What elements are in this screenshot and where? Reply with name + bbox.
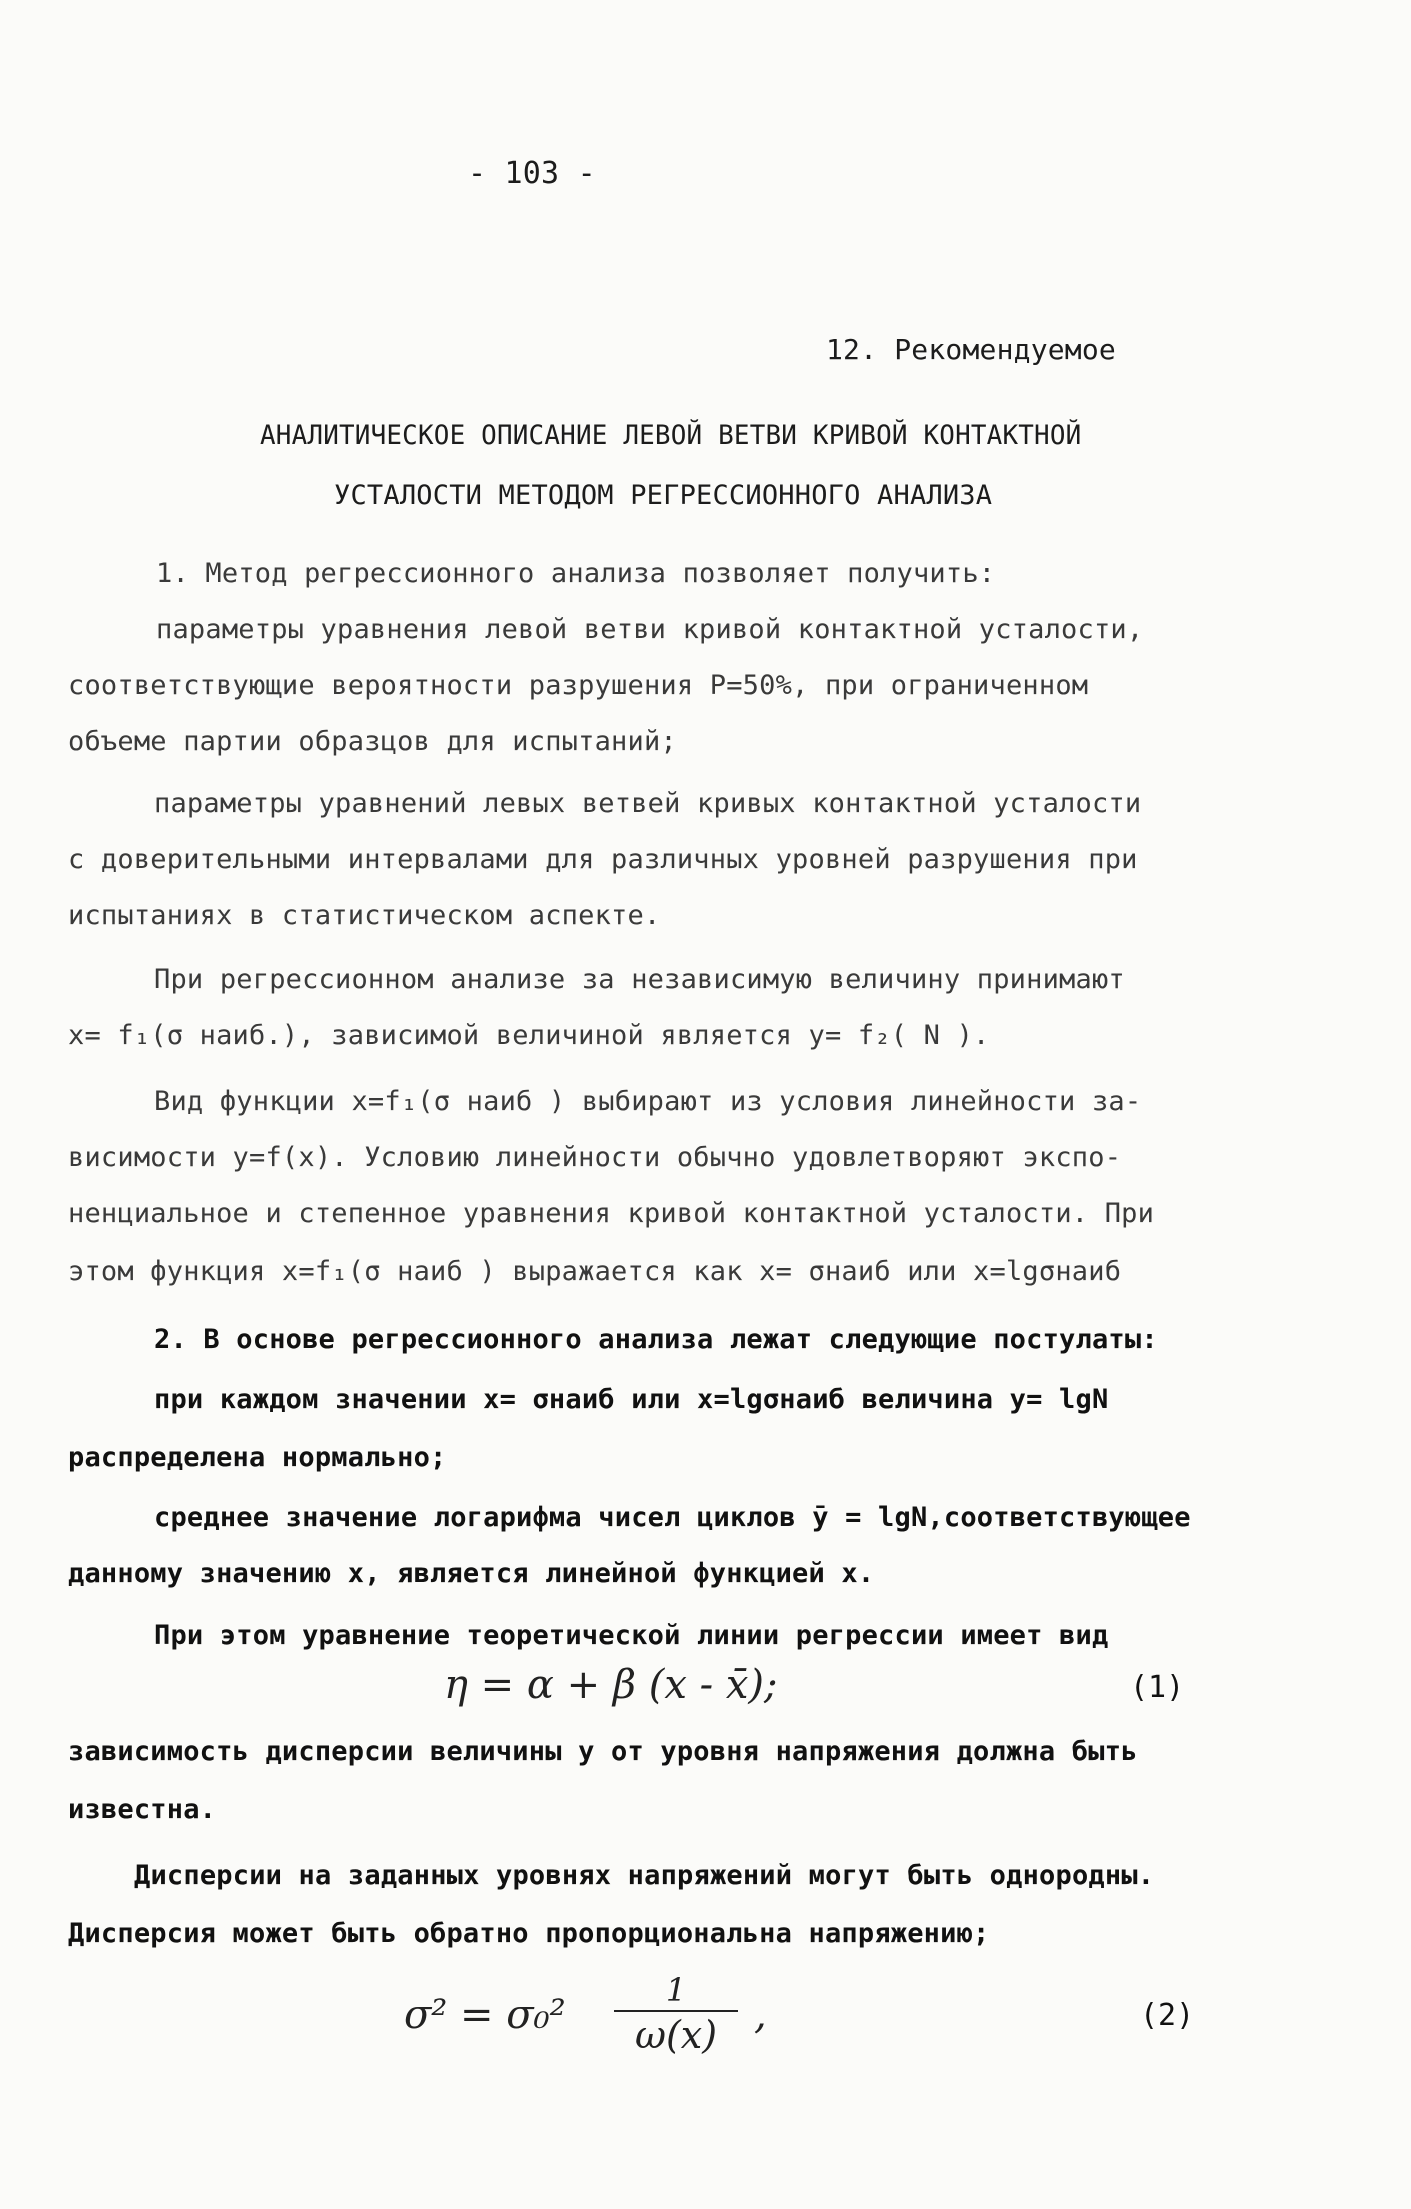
paragraph-line: при каждом значении x= σнаиб или x=lgσнаиб величина y= lgN: [154, 1384, 1109, 1415]
page-number: - 103 -: [468, 156, 596, 191]
paragraph-line: Вид функции x=f₁(σ наиб ) выбирают из условия линейности за-: [154, 1086, 1142, 1117]
formula-regression-line: η = α + β (x - x̄);: [444, 1662, 778, 1708]
paragraph-line: параметры уравнений левых ветвей кривых контактной усталости: [154, 788, 1142, 819]
paragraph-line: известна.: [68, 1794, 217, 1825]
paragraph-line: Дисперсии на заданных уровнях напряжений могут быть однородны.: [134, 1860, 1155, 1891]
title-line-1: АНАЛИТИЧЕСКОЕ ОПИСАНИЕ ЛЕВОЙ ВЕТВИ КРИВОЙ КОНТАКТНОЙ: [260, 420, 1082, 451]
fraction-numerator: 1: [665, 1971, 687, 2009]
paragraph-line: данному значению x, является линейной функцией x.: [68, 1558, 875, 1589]
paragraph-line: Дисперсия может быть обратно пропорциональна напряжению;: [68, 1918, 990, 1949]
paragraph-line: зависимость дисперсии величины y от уровня напряжения должна быть: [68, 1736, 1138, 1767]
equation-number-2: (2): [1140, 1998, 1195, 2033]
paragraph-line: этом функция x=f₁(σ наиб ) выражается как x= σнаиб или x=lgσнаиб: [68, 1256, 1122, 1287]
paragraph-line: 1. Метод регрессионного анализа позволяет получить:: [156, 558, 996, 589]
paragraph-line: среднее значение логарифма чисел циклов ȳ = lgN,соответствующее: [154, 1502, 1191, 1533]
paragraph-line: испытаниях в статистическом аспекте.: [68, 900, 661, 931]
paragraph-line: соответствующие вероятности разрушения P=50%, при ограниченном: [68, 670, 1089, 701]
paragraph-line: При этом уравнение теоретической линии регрессии имеет вид: [154, 1620, 1109, 1651]
formula-variance-left: σ² = σ₀²: [404, 1992, 566, 2038]
paragraph-line: ненциальное и степенное уравнения кривой контактной усталости. При: [68, 1198, 1155, 1229]
paragraph-line: 2. В основе регрессионного анализа лежат следующие постулаты:: [154, 1324, 1158, 1355]
fraction-denominator: ω(x): [634, 2013, 718, 2057]
appendix-label: 12. Рекомендуемое: [826, 333, 1116, 366]
formula-variance-fraction: [614, 1972, 738, 2056]
paragraph-line: При регрессионном анализе за независимую величину принимают: [154, 964, 1125, 995]
paragraph-line: параметры уравнения левой ветви кривой контактной усталости,: [156, 614, 1144, 645]
paragraph-line: распределена нормально;: [68, 1442, 447, 1473]
paragraph-line: висимости y=f(x). Условию линейности обычно удовлетворяют экспо-: [68, 1142, 1122, 1173]
equation-number-1: (1): [1130, 1670, 1185, 1705]
paragraph-line: объеме партии образцов для испытаний;: [68, 726, 677, 757]
paragraph-line: x= f₁(σ наиб.), зависимой величиной является y= f₂( N ).: [68, 1020, 990, 1051]
formula-variance-comma: ,: [754, 1992, 767, 2038]
fraction-bar: [614, 2010, 738, 2012]
paragraph-line: с доверительными интервалами для различных уровней разрушения при: [68, 844, 1138, 875]
title-line-2: УСТАЛОСТИ МЕТОДОМ РЕГРЕССИОННОГО АНАЛИЗА: [334, 480, 993, 511]
